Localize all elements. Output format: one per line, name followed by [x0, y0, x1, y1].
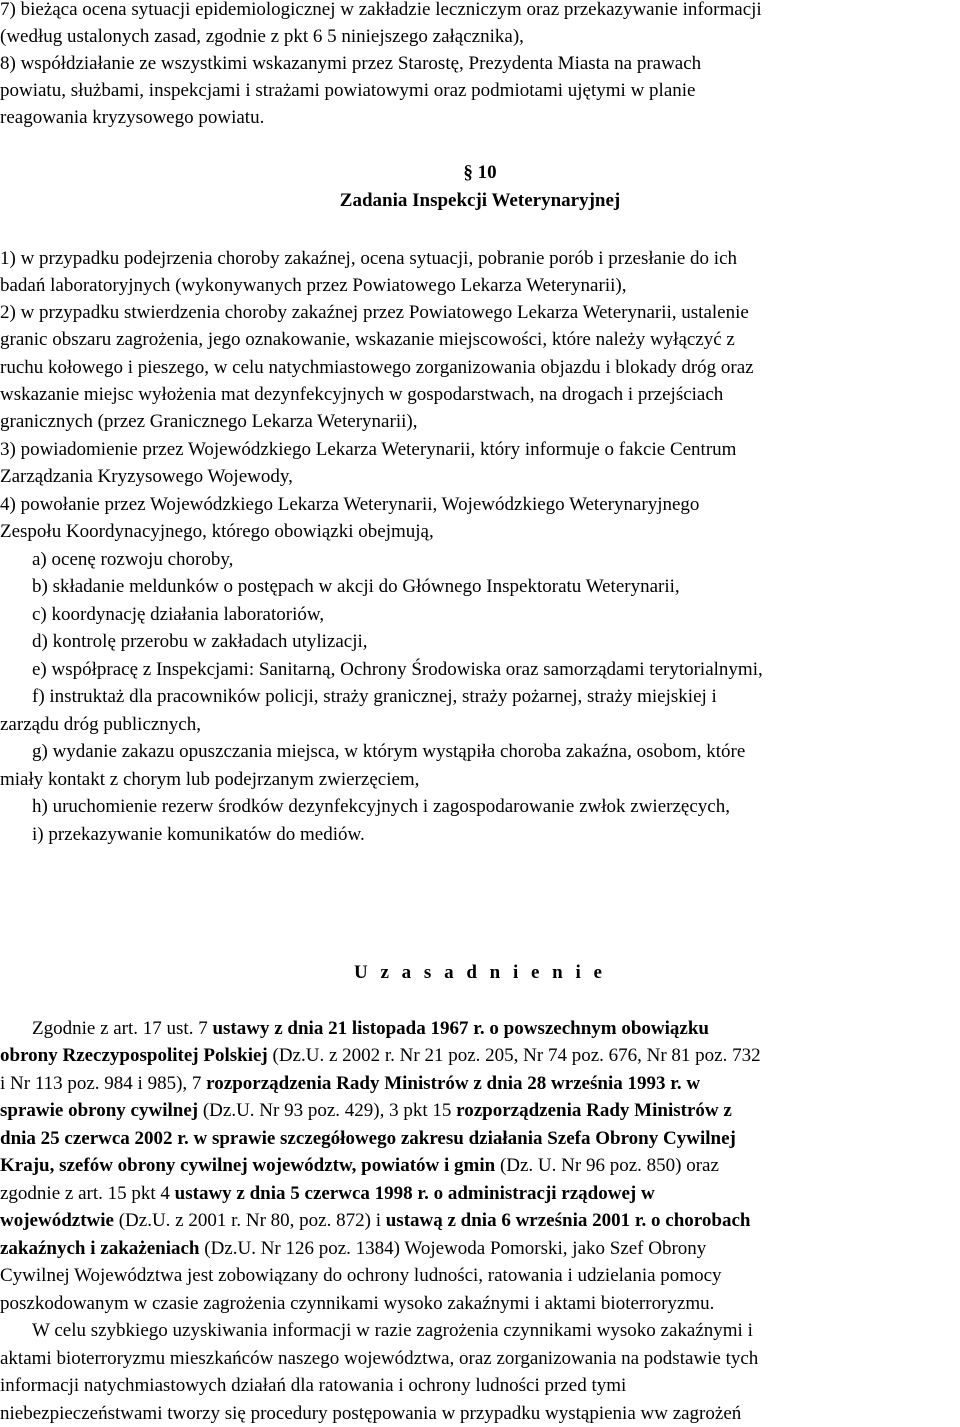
text-line: granic obszaru zagrożenia, jego oznakowanie, wskazanie miejscowości, które należy wyłączyć z [0, 329, 735, 350]
text-line: dnia 25 czerwca 2002 r. w sprawie szczegółowego zakresu działania Szefa Obrony Cywilnej [0, 1128, 736, 1149]
list-item: 3) powiadomienie przez Wojewódzkiego Lekarza Weterynarii, który informuje o fakcie Centrum [0, 439, 737, 460]
text-line: ruchu kołowego i pieszego, w celu natychmiastowego zorganizowania objazdu i blokady dróg oraz [0, 357, 754, 378]
section-title: Zadania Inspekcji Weterynaryjnej [339, 190, 621, 211]
text-line: W celu szybkiego uzyskiwania informacji w razie zagrożenia czynnikami wysoko zakaźnymi i [32, 1320, 753, 1341]
text-line: 8) współdziałanie ze wszystkimi wskazanymi przez Starostę, Prezydenta Miasta na prawach [0, 53, 702, 74]
text-line: i Nr 113 poz. 984 i 985), 7 rozporządzenia Rady Ministrów z dnia 28 września 1993 r. w [0, 1073, 701, 1094]
list-item: 4) powołanie przez Wojewódzkiego Lekarza Weterynarii, Wojewódzkiego Weterynaryjnego [0, 494, 700, 515]
sub-item: g) wydanie zakazu opuszczania miejsca, w którym wystąpiła choroba zakaźna, osobom, które [32, 741, 746, 762]
text-line: miały kontakt z chorym lub podejrzanym zwierzęciem, [0, 769, 420, 790]
text-line: Kraju, szefów obrony cywilnej województw, powiatów i gmin (Dz. U. Nr 96 poz. 850) oraz [0, 1155, 719, 1176]
section-number: 10 [477, 162, 497, 183]
text-line: reagowania kryzysowego powiatu. [0, 107, 265, 128]
sub-item: h) uruchomienie rezerw środków dezynfekcyjnych i zagospodarowanie zwłok zwierzęcych, [32, 796, 730, 817]
text-line: badań laboratoryjnych (wykonywanych przez Powiatowego Lekarza Weterynarii), [0, 275, 627, 296]
sub-item: c) koordynację działania laboratoriów, [32, 604, 325, 625]
sub-item: f) instruktaż dla pracowników policji, straży granicznej, straży pożarnej, straży miejskiej i [32, 686, 717, 707]
text-line: (według ustalonych zasad, zgodnie z pkt 6 5 niniejszego załącznika), [0, 26, 524, 47]
text-line: 7) bieżąca ocena sytuacji epidemiologicznej w zakładzie leczniczym oraz przekazywanie informacji [0, 0, 762, 20]
text-line: powiatu, służbami, inspekcjami i strażami powiatowymi oraz podmiotami ujętymi w planie [0, 80, 696, 101]
text-line: informacji natychmiastowych działań dla ratowania i ochrony ludności przed tymi [0, 1375, 627, 1396]
text-line: poszkodowanym w czasie zagrożenia czynnikami wysoko zakaźnymi i aktami bioterroryzmu. [0, 1293, 715, 1314]
text-line: obrony Rzeczypospolitej Polskiej (Dz.U. z 2002 r. Nr 21 poz. 205, Nr 74 poz. 676, Nr 81 poz. 732 [0, 1045, 761, 1066]
text-line: Zespołu Koordynacyjnego, którego obowiązki obejmują, [0, 521, 434, 542]
sub-item: b) składanie meldunków o postępach w akcji do Głównego Inspektoratu Weterynarii, [32, 576, 680, 597]
sub-item: d) kontrolę przerobu w zakładach utylizacji, [32, 631, 368, 652]
text-line: zarządu dróg publicznych, [0, 714, 201, 735]
text-line: sprawie obrony cywilnej (Dz.U. Nr 93 poz. 429), 3 pkt 15 rozporządzenia Rady Ministrów z [0, 1100, 732, 1121]
sub-item: a) ocenę rozwoju choroby, [32, 549, 234, 570]
text-line: wskazanie miejsc wyłożenia mat dezynfekcyjnych w gospodarstwach, na drogach i przejściach [0, 384, 724, 405]
text-line: Zgodnie z art. 17 ust. 7 ustawy z dnia 21 listopada 1967 r. o powszechnym obowiązku [32, 1018, 710, 1039]
text-line: województwie (Dz.U. z 2001 r. Nr 80, poz. 872) i ustawą z dnia 6 września 2001 r. o chorobach [0, 1210, 751, 1231]
justification-heading: U z a s a d n i e n i e [354, 962, 606, 983]
text-line: aktami bioterroryzmu mieszkańców naszego województwa, oraz zorganizowania na podstawie tych [0, 1348, 759, 1369]
sub-item: e) współpracę z Inspekcjami: Sanitarną, Ochrony Środowiska oraz samorządami terytorialnymi, [32, 659, 763, 680]
sub-item: i) przekazywanie komunikatów do mediów. [32, 824, 365, 845]
text-line: granicznych (przez Granicznego Lekarza Weterynarii), [0, 411, 418, 432]
section-sign-icon: § [463, 162, 478, 183]
list-item: 2) w przypadku stwierdzenia choroby zakaźnej przez Powiatowego Lekarza Weterynarii, ustalenie [0, 302, 749, 323]
text-line: zgodnie z art. 15 pkt 4 ustawy z dnia 5 czerwca 1998 r. o administracji rządowej w [0, 1183, 655, 1204]
text-line: Zarządzania Kryzysowego Wojewody, [0, 466, 293, 487]
text-line: niebezpieczeństwami tworzy się procedury postępowania w przypadku wystąpienia ww zagrożeń [0, 1403, 742, 1424]
text-line: Cywilnej Województwa jest zobowiązany do ochrony ludności, ratowania i udzielania pomocy [0, 1265, 722, 1286]
list-item: 1) w przypadku podejrzenia choroby zakaźnej, ocena sytuacji, pobranie porób i przesłanie do ich [0, 248, 738, 269]
text-line: zakaźnych i zakażeniach (Dz.U. Nr 126 poz. 1384) Wojewoda Pomorski, jako Szef Obrony [0, 1238, 707, 1259]
section-heading [0, 159, 960, 186]
